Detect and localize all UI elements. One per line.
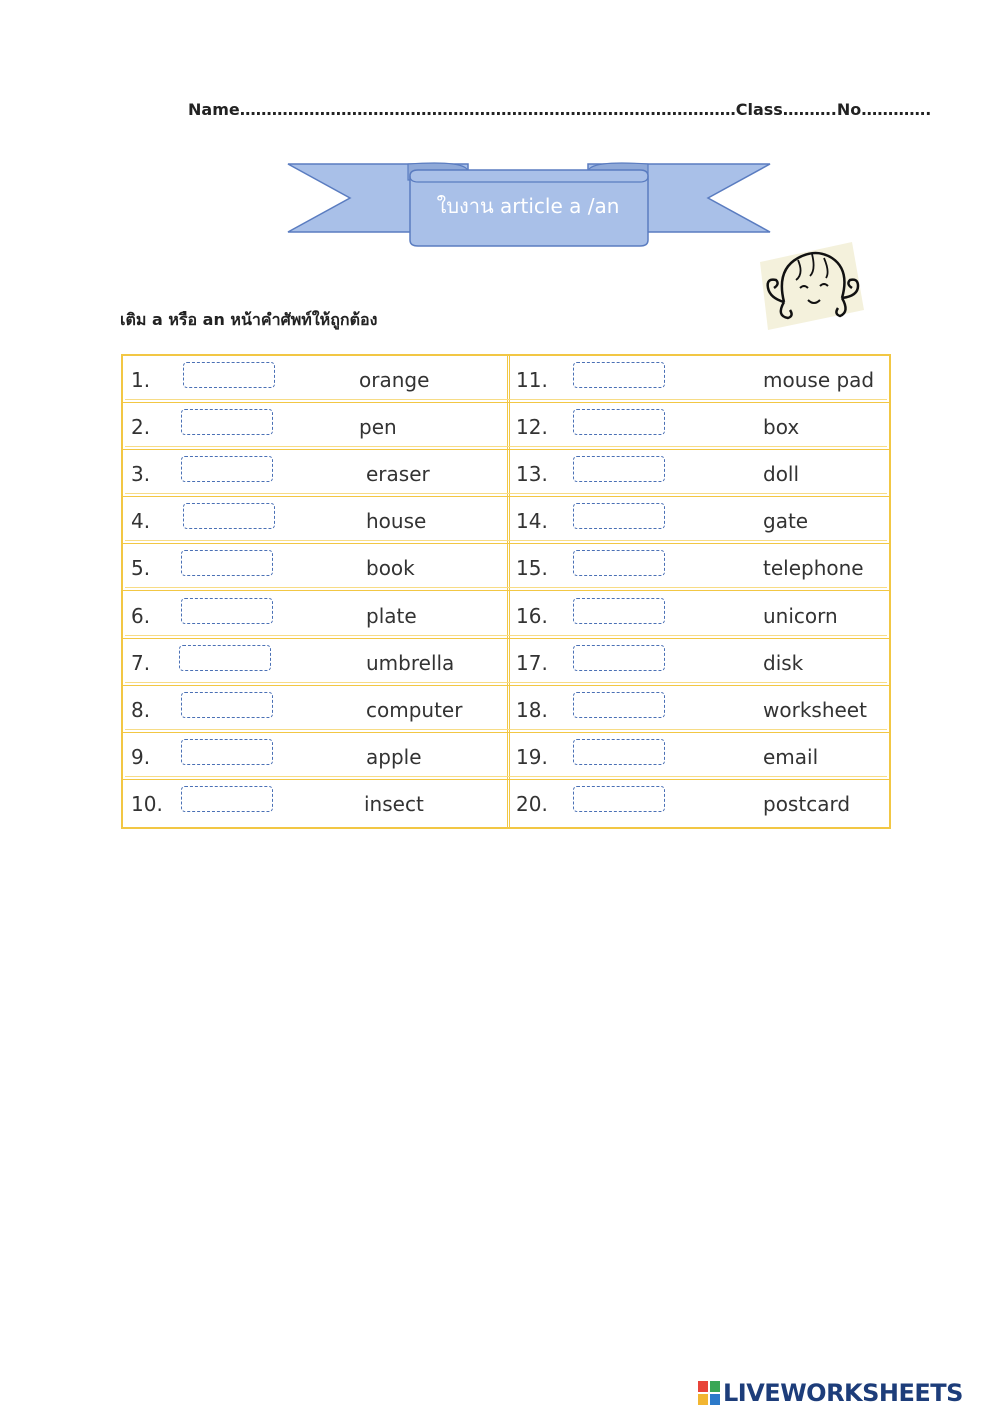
vocabulary-word: gate [763,509,809,534]
vocabulary-word: doll [763,462,800,487]
vocabulary-word: insect [364,791,424,816]
vocabulary-word: book [366,556,415,581]
article-answer-box[interactable] [573,409,665,435]
article-answer-box[interactable] [181,739,273,765]
worksheet-row [123,592,889,639]
article-worksheet-table [121,354,891,829]
item-number: 17. [516,650,548,675]
instruction-text: เติม a หรือ an หน้าคำศัพท์ให้ถูกต้อง [120,310,378,329]
item-number: 3. [131,462,151,487]
worksheet-row [123,450,889,497]
vocabulary-word: umbrella [366,650,455,675]
logo-text: LIVEWORKSHEETS [723,1379,963,1407]
article-answer-box[interactable] [179,645,271,671]
article-answer-box[interactable] [181,409,273,435]
vocabulary-word: apple [366,744,422,769]
vocabulary-word: worksheet [763,697,867,722]
item-number: 5. [131,556,151,581]
vocabulary-word: disk [763,650,804,675]
article-answer-box[interactable] [183,503,275,529]
worksheet-row [123,497,889,544]
worksheet-row [123,356,889,403]
item-number: 6. [131,603,151,628]
article-answer-box[interactable] [573,362,665,388]
worksheet-row [123,403,889,450]
item-number: 11. [516,368,548,392]
article-answer-box[interactable] [573,503,665,529]
article-answer-box[interactable] [573,550,665,576]
article-answer-box[interactable] [181,550,273,576]
worksheet-row [123,780,889,827]
vocabulary-word: orange [359,368,430,392]
item-number: 9. [131,744,151,769]
item-number: 4. [131,509,151,534]
vocabulary-word: box [763,415,800,440]
article-answer-box[interactable] [573,692,665,718]
item-number: 12. [516,415,548,440]
vocabulary-word: plate [366,603,417,628]
article-answer-box[interactable] [573,456,665,482]
article-answer-box[interactable] [183,362,275,388]
article-answer-box[interactable] [573,598,665,624]
article-answer-box[interactable] [573,645,665,671]
item-number: 15. [516,556,548,581]
vocabulary-word: unicorn [763,603,838,628]
item-number: 14. [516,509,548,534]
vocabulary-word: email [763,744,819,769]
worksheet-row [123,686,889,733]
liveworksheets-logo [698,1378,963,1408]
article-answer-box[interactable] [573,786,665,812]
worksheet-row [123,733,889,780]
vocabulary-word: house [366,509,427,534]
item-number: 19. [516,744,548,769]
worksheet-row [123,544,889,591]
item-number: 10. [131,791,163,816]
worksheet-title: ใบงาน article a /an [436,194,620,218]
girl-face-doodle-icon [754,240,866,332]
item-number: 1. [131,368,151,392]
article-answer-box[interactable] [573,739,665,765]
article-answer-box[interactable] [181,692,273,718]
item-number: 7. [131,650,151,675]
article-answer-box[interactable] [181,598,273,624]
liveworksheets-logo-icon [698,1381,720,1405]
vocabulary-word: eraser [366,462,430,487]
article-answer-box[interactable] [181,786,273,812]
vocabulary-word: postcard [763,791,851,816]
item-number: 20. [516,791,548,816]
vocabulary-word: pen [359,415,397,440]
item-number: 13. [516,462,548,487]
vocabulary-word: mouse pad [763,368,875,392]
worksheet-row [123,639,889,686]
item-number: 18. [516,697,548,722]
vocabulary-word: telephone [763,556,864,581]
item-number: 16. [516,603,548,628]
item-number: 8. [131,697,151,722]
name-class-number-line: Name…………………………………………………………………………………Class……….No…………. [188,100,932,119]
article-answer-box[interactable] [181,456,273,482]
item-number: 2. [131,415,151,440]
vocabulary-word: computer [366,697,463,722]
